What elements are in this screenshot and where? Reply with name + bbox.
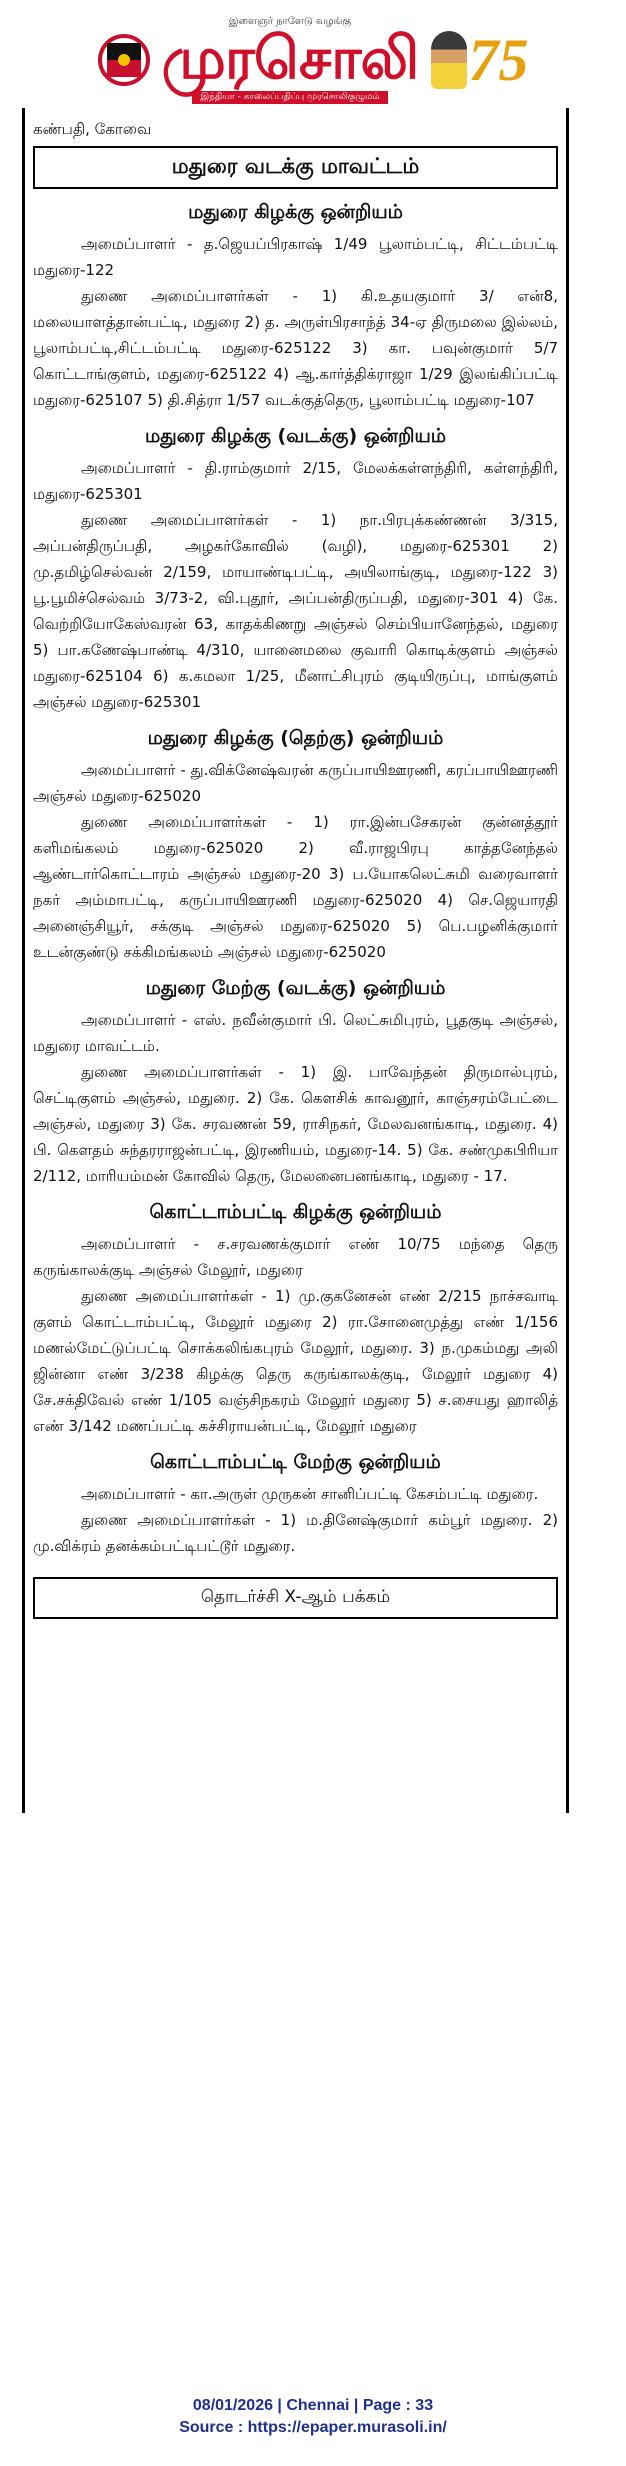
- section-title: மதுரை கிழக்கு ஒன்றியம்: [188, 201, 403, 223]
- organizer-paragraph: அமைப்பாளர் - கா.அருள் முருகன் சானிப்பட்டி கேசம்பட்டி மதுரை.: [81, 1485, 539, 1503]
- section-title: மதுரை கிழக்கு (தெற்கு) ஒன்றியம்: [147, 727, 444, 749]
- page-footer: [0, 2395, 626, 2439]
- party-emblem-icon: [98, 34, 150, 86]
- organizer-paragraph: அமைப்பாளர் - த.ஜெயப்பிரகாஷ் 1/49 பூலாம்பட்டி, சிட்டம்பட்டி மதுரை-122: [33, 235, 558, 279]
- brand: [162, 16, 419, 104]
- section-title: கொட்டாம்பட்டி கிழக்கு ஒன்றியம்: [149, 1201, 442, 1223]
- district-header-box: [33, 146, 558, 189]
- section-6: [33, 1449, 558, 1559]
- rising-sun-icon: [107, 43, 141, 77]
- continued-on-text: தொடர்ச்சி X-ஆம் பக்கம்: [200, 1587, 391, 1607]
- leader-portrait-icon: [431, 31, 467, 89]
- deputy-organizers-paragraph: துணை அமைப்பாளர்கள் - 1) கி.உதயகுமார் 3/ என்8, மலையாளத்தான்பட்டி, மதுரை 2) த. அருள்பிரசாந்த் 34-ஏ திருமலை இல்லம், பூலாம்பட்டி,சிட்டம்பட்டி மதுரை-625122 3) கா. பவுன்குமார் 5/7 கொட்டாங்குளம், மதுரை-625122 4) ஆ.கார்த்திக்ராஜா 1/29 இலங்கிப்பட்டி மதுரை-625107 5) தி.சித்ரா 1/57 வடக்குத்தெரு, பூலாம்பட்டி மதுரை-107: [33, 287, 558, 409]
- section-2: [33, 423, 558, 715]
- organizer-paragraph: அமைப்பாளர் - ச.சரவணக்குமார் எண் 10/75 மந்தை தெரு கருங்காலக்குடி அஞ்சல் மேலூர், மதுரை: [33, 1235, 558, 1279]
- deputy-organizers-paragraph: துணை அமைப்பாளர்கள் - 1) ரா.இன்பசேகரன் குன்னத்தூர் களிமங்கலம் மதுரை-625020 2) வீ.ராஜபிரபு காத்தனேந்தல் ஆண்டார்கொட்டாரம் அஞ்சல் மதுரை-20 3) ப.யோகலெட்சுமி வரைவாளர் நகர் அம்மாபட்டி, கருப்பாயிஊரணி மதுரை-625020 4) செ.ஜெயாரதி அனைஞ்சியூர், சக்குடி அஞ்சல் மதுரை-625020 5) பெ.பழனிக்குமார் உடன்குண்டு சக்கிமங்கலம் அஞ்சல் மதுரை-625020: [33, 813, 558, 961]
- article-column: [22, 108, 569, 1813]
- section-title: மதுரை மேற்கு (வடக்கு) ஒன்றியம்: [145, 977, 446, 999]
- anniversary-number: 75: [468, 27, 529, 93]
- continued-on-box: [33, 1577, 558, 1619]
- section-title: கொட்டாம்பட்டி மேற்கு ஒன்றியம்: [150, 1451, 441, 1473]
- edition-info: 08/01/2026 | Chennai | Page : 33: [192, 2397, 434, 2414]
- deputy-organizers-paragraph: துணை அமைப்பாளர்கள் - 1) இ. பாவேந்தன் திருமால்புரம், செட்டிகுளம் அஞ்சல், மதுரை. 2) கே. கௌசிக் காவனூர், காஞ்சரம்பேட்டை அஞ்சல், மதுரை 3) கே. சரவணன் 59, ராசிநகர், மேலவனங்காடி, மதுரை. 4) பி. கௌதம் சுந்தரராஜன்பட்டி, இரணியம், மதுரை-14. 5) கே. சண்முகபிரியா 2/112, மாரியம்மன் கோவில் தெரு, மேலனைபனங்காடி, மதுரை - 17.: [33, 1063, 558, 1185]
- previous-section-tail: கண்பதி, கோவை: [33, 120, 152, 138]
- anniversary-logo: [431, 27, 529, 93]
- section-5: [33, 1199, 558, 1439]
- brand-tagline: இளைஞர் நாளேடு வழங்கு: [228, 16, 352, 27]
- district-title: மதுரை வடக்கு மாவட்டம்: [171, 154, 420, 178]
- section-3: [33, 725, 558, 965]
- section-1: [33, 199, 558, 413]
- section-title: மதுரை கிழக்கு (வடக்கு) ஒன்றியம்: [144, 425, 447, 447]
- brand-subtitle: இந்தியா - காலைப்பதிப்பு முரசொலிகுழுமம்: [192, 91, 387, 104]
- deputy-organizers-paragraph: துணை அமைப்பாளர்கள் - 1) நா.பிரபுக்கண்ணன் 3/315, அப்பன்திருப்பதி, அழகர்கோவில் (வழி), மதுரை-625301 2) மு.தமிழ்செல்வன் 2/159, மாயாண்டிபட்டி, அயிலாங்குடி, மதுரை-122 3) பூ.பூமிச்செல்வம் 3/73-2, வி.புதூர், அப்பன்திருப்பதி, மதுரை-301 4) கே. வெற்றியோகேஸ்வரன் 63, காதக்கிணறு அஞ்சல் செம்பியானேந்தல், மதுரை 5) பா.கணேஷ்பாண்டி 4/310, யானைமலை குவாரி கொடிக்குளம் அஞ்சல் மதுரை-625104 6) க.கமலா 1/25, மீனாட்சிபுரம் குடியிருப்பு, மாங்குளம் அஞ்சல் மதுரை-625301: [33, 511, 558, 711]
- section-4: [33, 975, 558, 1189]
- organizer-paragraph: அமைப்பாளர் - தி.ராம்குமார் 2/15, மேலக்கள்ளந்திரி, கள்ளந்திரி, மதுரை-625301: [33, 459, 558, 503]
- newspaper-title: முரசொலி: [161, 26, 419, 91]
- source-link[interactable]: Source : https://epaper.murasoli.in/: [179, 2419, 447, 2436]
- deputy-organizers-paragraph: துணை அமைப்பாளர்கள் - 1) ம.தினேஷ்குமார் கம்பூர் மதுரை. 2) மு.விக்ரம் தனக்கம்பட்டிபட்டூர் மதுரை.: [33, 1511, 558, 1555]
- organizer-paragraph: அமைப்பாளர் - எஸ். நவீன்குமார் பி. லெட்சுமிபுரம், பூதகுடி அஞ்சல், மதுரை மாவட்டம்.: [33, 1011, 558, 1055]
- deputy-organizers-paragraph: துணை அமைப்பாளர்கள் - 1) மு.குகனேசன் எண் 2/215 நாச்சவாடி குளம் கொட்டாம்பட்டி, மேலூர் மதுரை 2) ரா.சோனைமுத்து எண் 1/156 மணல்மேட்டுப்பட்டி சொக்கலிங்கபுரம் மேலூர், மதுரை. 3) ந.முகம்மது அலி ஜின்னா எண் 3/238 கிழக்கு தெரு கருங்காலக்குடி, மேலூர் மதுரை 4) சே.சக்திவேல் எண் 1/105 வஞ்சிநகரம் மேலூர் மதுரை 5) ச.சையது ஹாலித் எண் 3/142 மணப்பட்டி கச்சிராயன்பட்டி, மேலூர் மதுரை: [33, 1287, 558, 1435]
- cut-off-line: [33, 102, 558, 116]
- organizer-paragraph: அமைப்பாளர் - து.விக்னேஷ்வரன் கருப்பாயிஊரணி, கரப்பாயிஊரணி அஞ்சல் மதுரை-625020: [33, 761, 558, 805]
